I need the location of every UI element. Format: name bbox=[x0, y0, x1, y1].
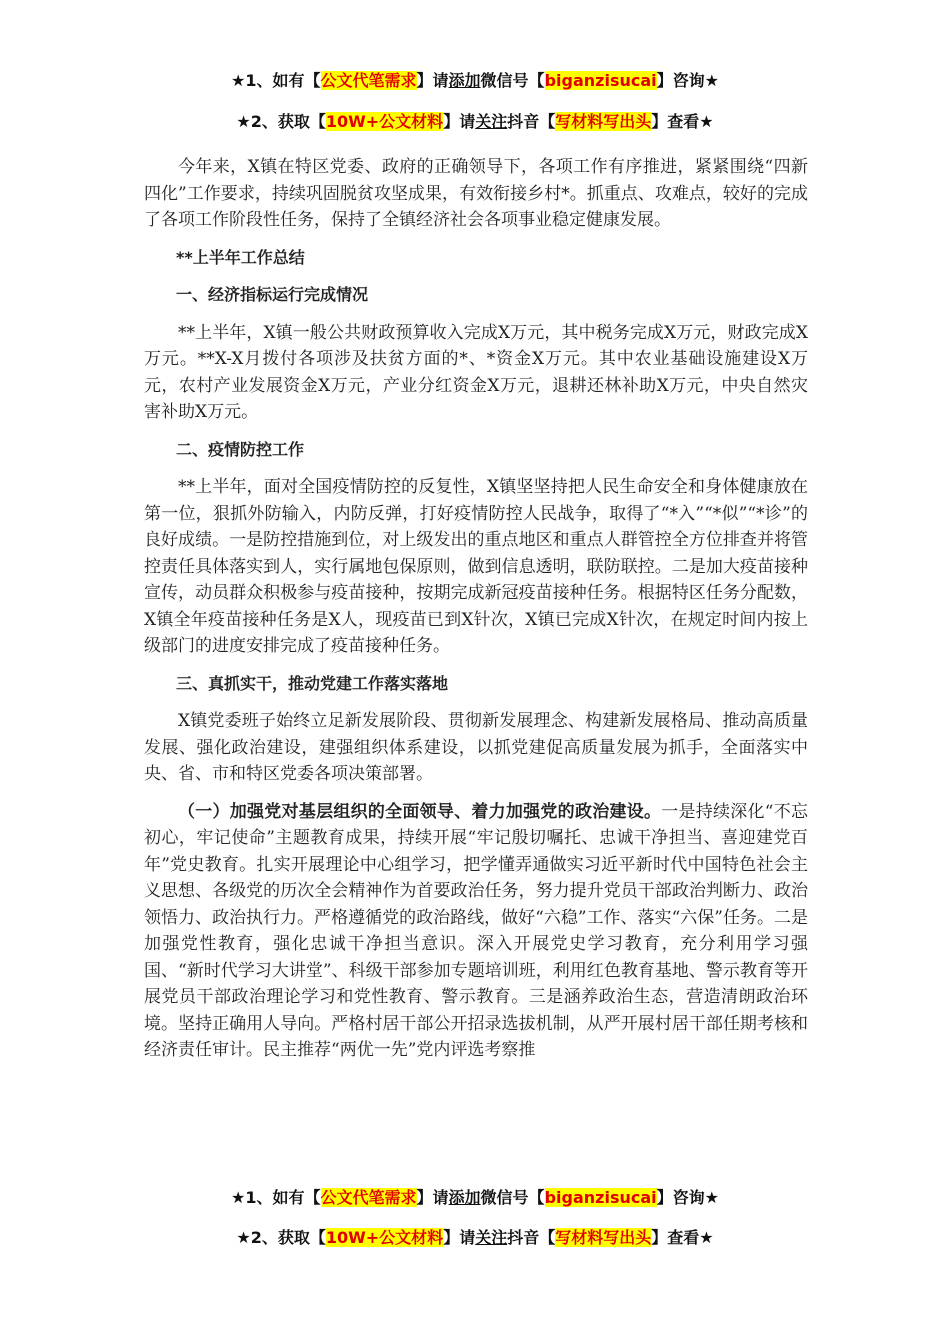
banner-highlight: 10W+公文材料 bbox=[325, 1228, 444, 1247]
banner-text: 】请 bbox=[443, 1228, 476, 1247]
banner-highlight: biganzisucai bbox=[544, 71, 657, 90]
banner-prefix: 2、获取【 bbox=[250, 112, 326, 131]
banner-highlight: biganzisucai bbox=[544, 1188, 657, 1207]
section-heading-epidemic: 二、疫情防控工作 bbox=[176, 439, 305, 459]
banner-suffix: 】查看★ bbox=[651, 112, 714, 131]
section-heading-summary: **上半年工作总结 bbox=[176, 247, 305, 267]
epidemic-paragraph: **上半年，面对全国疫情防控的反复性，X镇坚坚持把人民生命安全和身体健康放在第一位，狠抓外防输入，内防反弹，打好疫情防控人民战争，取得了“*入”“*似”“*诊”的良好成绩。一是防控措施到位，对上级发出的重点地区和重点人群管控全方位排查并将管控责任具体落实到人，实行属地包保原则，做到信息透明，联防联控。二是加大疫苗接种宣传，动员群众积极参与疫苗接种，按期完成新冠疫苗接种任务。根据特区任务分配数，X镇全年疫苗接种任务是X人，现疫苗已到X针次，X镇已完成X针次，在规定时间内按上级部门的进度安排完成了疫苗接种任务。 bbox=[144, 477, 808, 656]
banner-underline: 关注 bbox=[475, 112, 508, 131]
document-body bbox=[144, 154, 808, 1075]
banner-text: 】请 bbox=[416, 71, 449, 90]
banner-prefix: 1、如有【 bbox=[245, 71, 321, 90]
promo-banner-top-1 bbox=[0, 70, 950, 92]
banner-text: 微信号【 bbox=[480, 1188, 545, 1207]
paragraph-lead: （一）加强党对基层组织的全面领导、着力加强党的政治建设。 bbox=[178, 801, 662, 822]
banner-prefix: 1、如有【 bbox=[245, 1188, 321, 1207]
banner-suffix: 】咨询★ bbox=[656, 1188, 719, 1207]
party-paragraph: X镇党委班子始终立足新发展阶段、贯彻新发展理念、构建新发展格局、推动高质量发展、强化政治建设，建强组织体系建设，以抓党建促高质量发展为抓手，全面落实中央、省、市和特区党委各项决策部署。 bbox=[144, 711, 808, 784]
intro-paragraph: 今年来，X镇在特区党委、政府的正确领导下，各项工作有序推进，紧紧围绕“四新四化”工作要求，持续巩固脱贫攻坚成果，有效衔接乡村*。抓重点、攻难点，较好的完成了各项工作阶段性任务，保持了全镇经济社会各项事业稳定健康发展。 bbox=[144, 157, 808, 230]
party-detail-paragraph bbox=[144, 799, 808, 1064]
banner-text: 】请 bbox=[416, 1188, 449, 1207]
banner-highlight: 写材料写出头 bbox=[555, 112, 652, 131]
section-heading-party: 三、真抓实干，推动党建工作落实落地 bbox=[176, 673, 449, 693]
star-icon: ★ bbox=[231, 1188, 246, 1207]
star-icon: ★ bbox=[236, 112, 251, 131]
section-heading-economy: 一、经济指标运行完成情况 bbox=[176, 285, 369, 304]
promo-banner-bottom-1 bbox=[0, 1187, 950, 1209]
banner-highlight: 写材料写出头 bbox=[555, 1228, 652, 1247]
banner-highlight: 公文代笔需求 bbox=[320, 1188, 417, 1207]
banner-suffix: 】咨询★ bbox=[656, 71, 719, 90]
banner-text: 抖音【 bbox=[507, 112, 556, 131]
banner-underline: 添加 bbox=[448, 1188, 481, 1207]
promo-banner-top-2 bbox=[0, 111, 950, 133]
star-icon: ★ bbox=[236, 1228, 251, 1247]
paragraph-text: 一是持续深化“不忘初心，牢记使命”主题教育成果，持续开展“牢记殷切嘱托、忠诚干净担当、喜迎建党百年”党史教育。扎实开展理论中心组学习，把学懂弄通做实习近平新时代中国特色社会主义思想、各级党的历次全会精神作为首要政治任务，努力提升党员干部政治判断力、政治领悟力、政治执行力。严格遵循党的政治路线，做好“六稳”工作、落实“六保”任务。二是加强党性教育，强化忠诚干净担当意识。深入开展党史学习教育，充分利用学习强国、“新时代学习大讲堂”、科级干部参加专题培训班，利用红色教育基地、警示教育等开展党员干部政治理论学习和党性教育、警示教育。三是涵养政治生态，营造清朗政治环境。坚持正确用人导向。严格村居干部公开招录选拔机制，从严开展村居干部任期考核和经济责任审计。民主推荐“两优一先”党内评选考察推 bbox=[144, 801, 808, 1060]
banner-underline: 添加 bbox=[448, 71, 481, 90]
banner-text: 抖音【 bbox=[507, 1228, 556, 1247]
banner-highlight: 公文代笔需求 bbox=[320, 71, 417, 90]
banner-text: 微信号【 bbox=[480, 71, 545, 90]
star-icon: ★ bbox=[231, 71, 246, 90]
banner-underline: 关注 bbox=[475, 1228, 508, 1247]
economy-paragraph: **上半年，X镇一般公共财政预算收入完成X万元，其中税务完成X万元，财政完成X万元。**X-X月拨付各项涉及扶贫方面的*、*资金X万元。其中农业基础设施建设X万元，农村产业发展资金X万元，产业分红资金X万元，退耕还林补助X万元，中央自然灾害补助X万元。 bbox=[144, 322, 808, 422]
banner-prefix: 2、获取【 bbox=[250, 1228, 326, 1247]
banner-highlight: 10W+公文材料 bbox=[325, 112, 444, 131]
banner-suffix: 】查看★ bbox=[651, 1228, 714, 1247]
promo-banner-bottom-2 bbox=[0, 1227, 950, 1249]
banner-text: 】请 bbox=[443, 112, 476, 131]
